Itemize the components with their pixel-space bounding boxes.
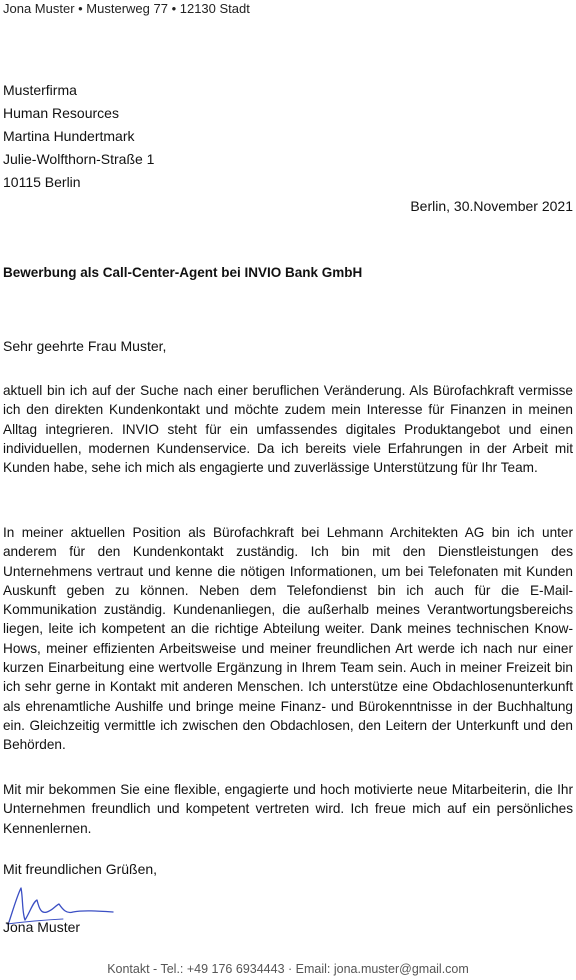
footer-contact: Kontakt - Tel.: +49 176 6934443 · Email: jona.muster@gmail.com (107, 962, 469, 976)
body-paragraph-1: aktuell bin ich auf der Suche nach einer beruflichen Veränderung. Als Bürofachkraft vermisse ich den direkten Kundenkontakt und möchte zudem mein Interesse für Finanzen in meinen Alltag integrieren. INVIO steht für ein umfassendes digitales Produktangebot und einen individuellen, modernen Kundenservice. Da ich bereits viele Erfahrungen in der Arbeit mit Kunden habe, sehe ich mich als engagierte und zuverlässige Unterstützung für Ihr Team. (3, 383, 573, 476)
body-paragraph-2: In meiner aktuellen Position als Bürofachkraft bei Lehmann Architekten AG bin ich unter anderem für den Kundenkontakt zuständig. Ich bin mit den Dienstleistungen des Unternehmens vertraut und kenne die nötigen Informationen, um bei Telefonaten mit Kunden Auskunft geben zu können. Neben dem Telefondienst bin ich auch für die E-Mail-Kommunikation zuständig. Kundenanliegen, die außerhalb meines Verantwortungsbereichs liegen, leite ich kompetent an die richtige Abteilung weiter. Dank meines technischen Know-Hows, meiner effizienten Arbeitsweise und meiner freundlichen Art werde ich nach nur einer kurzen Einarbeitung eine wertvolle Ergänzung in Ihrem Team sein. Auch in meiner Freizeit bin ich sehr gerne in Kontakt mit anderen Menschen. Ich unterstütze eine Obdachlosenunterkunft als ehrenamtliche Aushilfe und bringe meine Finanz- und Bürokenntnisse in der Buchhaltung ein. Gleichzeitig vermittle ich zwischen den Obdachlosen, den Leitern der Unterkunft und den Behörden. (3, 525, 573, 753)
sender-address-line: Jona Muster • Musterweg 77 • 12130 Stadt (3, 1, 250, 16)
recipient-department: Human Resources (3, 105, 119, 121)
signature-name: Jona Muster (3, 919, 81, 935)
recipient-company: Musterfirma (3, 82, 77, 98)
letter-date: Berlin, 30.November 2021 (410, 198, 573, 214)
closing-phrase: Mit freundlichen Grüßen, (3, 861, 158, 877)
letter-subject: Bewerbung als Call-Center-Agent bei INVIO Bank GmbH (3, 265, 363, 280)
recipient-name: Martina Hundertmark (3, 128, 135, 144)
salutation: Sehr geehrte Frau Muster, (3, 338, 167, 354)
recipient-city: 10115 Berlin (3, 174, 81, 190)
recipient-address (3, 79, 154, 194)
recipient-street: Julie-Wolfthorn-Straße 1 (3, 151, 155, 167)
body-paragraph-3: Mit mir bekommen Sie eine flexible, engagierte und hoch motivierte neue Mitarbeiterin, die Ihr Unternehmen freundlich und kompetent vertreten wird. Ich freue mich auf ein persönliches Kennenlernen. (3, 782, 573, 836)
